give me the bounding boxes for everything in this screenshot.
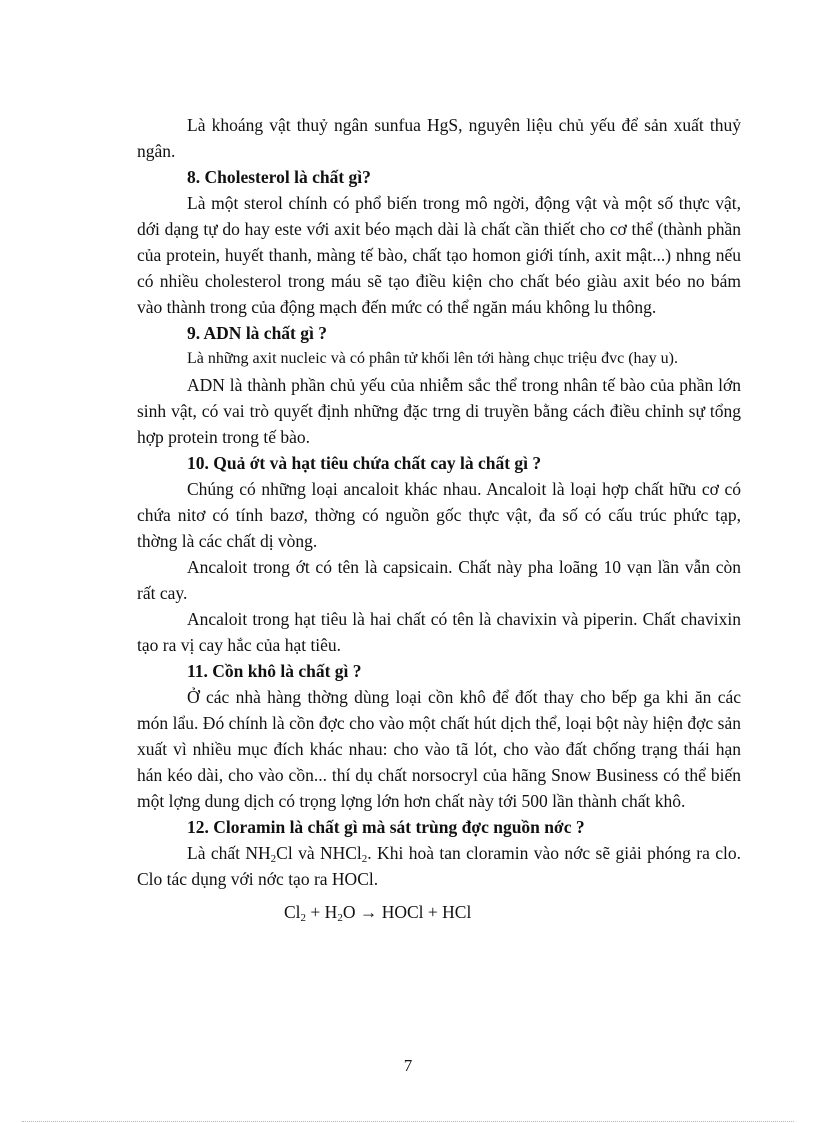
heading-q10: 10. Quả ớt và hạt tiêu chứa chất cay là chất gì ? <box>187 453 542 473</box>
q12-text-c: . Khi hoà tan cloramin vào nớc sẽ giải phóng ra clo. Clo tác dụng với nớc tạo ra HOCl. <box>137 843 741 889</box>
paragraph-q11: Ở các nhà hàng thờng dùng loại cồn khô để đốt thay cho bếp ga khi ăn các món lẩu. Đó chính là cồn đợc cho vào một chất hút dịch thể, loại bột này hiện đợc sản xuất vì nhiều mục đích khác nhau: cho vào tã lót, cho vào đất chống trạng thái hạn hán kéo dài, cho vào cồn... thí dụ chất norsocryl của hãng Snow Business có thể biến một lợng dung dịch có trọng lợng lớn hơn chất này tới 500 lần thành chất khô. <box>137 687 741 811</box>
equation-products: HOCl + HCl <box>381 902 472 922</box>
paragraph-intro: Là khoáng vật thuỷ ngân sunfua HgS, nguyên liệu chủ yếu để sản xuất thuỷ ngân. <box>137 115 741 161</box>
page-content <box>137 112 741 925</box>
paragraph-q10-3: Ancaloit trong hạt tiêu là hai chất có tên là chavixin và piperin. Chất chavixin tạo ra vị cay hắc của hạt tiêu. <box>137 609 741 655</box>
equation-o: O <box>342 902 356 922</box>
equation-cl-subscript: 2 <box>300 912 307 924</box>
q12-subscript-1: 2 <box>270 853 277 865</box>
paragraph-q10-2: Ancaloit trong ớt có tên là capsicain. Chất này pha loãng 10 vạn lần vẫn còn rất cay. <box>137 557 741 603</box>
heading-q9: 9. ADN là chất gì ? <box>187 323 327 343</box>
heading-q8: 8. Cholesterol là chất gì? <box>187 167 371 187</box>
page-number: 7 <box>403 1056 413 1075</box>
paragraph-q9-2: ADN là thành phần chủ yếu của nhiễm sắc thể trong nhân tế bào của phần lớn sinh vật, có vai trò quyết định những đặc trng di truyền bằng cách điều chỉnh sự tổng hợp protein trong tế bào. <box>137 375 741 447</box>
footer-divider <box>22 1121 794 1122</box>
q12-text-a: Là chất NH <box>187 843 271 863</box>
paragraph-q12 <box>137 840 741 892</box>
heading-q11: 11. Cồn khô là chất gì ? <box>187 661 362 681</box>
q12-subscript-2: 2 <box>361 853 368 865</box>
paragraph-q8: Là một sterol chính có phổ biến trong mô ngời, động vật và một số thực vật, dới dạng tự do hay este với axit béo mạch dài là chất cần thiết cho cơ thể (thành phần của protein, huyết thanh, màng tế bào, chất tạo homon giới tính, axit mật...) nhng nếu có nhiều cholesterol trong máu sẽ tạo điều kiện cho chất béo giàu axit béo no bám vào thành trong của động mạch đến mức có thể ngăn máu không lu thông. <box>137 193 741 317</box>
paragraph-q10-1: Chúng có những loại ancaloit khác nhau. Ancaloit là loại hợp chất hữu cơ có chứa nitơ có tính bazơ, thờng có nguồn gốc thực vật, đa số có cấu trúc phức tạp, thờng là các chất dị vòng. <box>137 479 741 551</box>
reaction-arrow-icon: → <box>355 902 382 922</box>
equation-plus-h: + H <box>306 902 338 922</box>
chemical-equation <box>284 899 741 925</box>
equation-cl: Cl <box>284 902 301 922</box>
q12-text-b: Cl và NHCl <box>276 843 362 863</box>
paragraph-q9-1: Là những axit nucleic và có phân tử khối lên tới hàng chục triệu đvc (hay u). <box>187 350 678 367</box>
heading-q12: 12. Cloramin là chất gì mà sát trùng đợc nguồn nớc ? <box>187 817 585 837</box>
equation-h-subscript: 2 <box>337 912 343 924</box>
